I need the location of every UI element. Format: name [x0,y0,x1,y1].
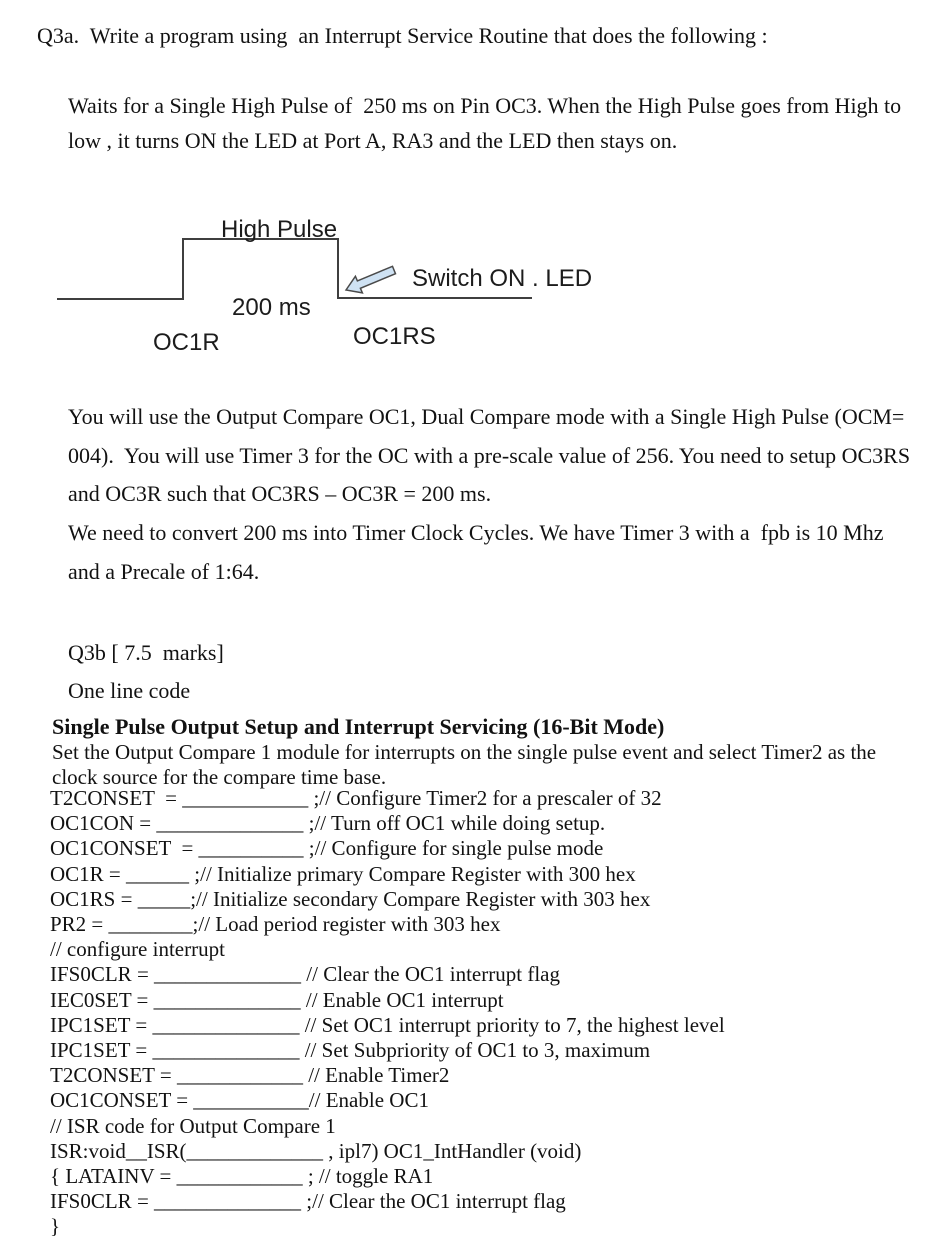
code-block [50,786,725,1240]
label-switch-on-led: Switch ON . LED [412,265,593,292]
code-line-oc1conset-mode: OC1CONSET = __________ ;// Configure for single pulse mode [50,836,604,861]
one-line-code-label: One line code [68,678,191,703]
paragraph-line: and OC3R such that OC3RS – OC3R = 200 ms. [68,481,492,507]
setup-heading: Single Pulse Output Setup and Interrupt Servicing (16-Bit Mode) [52,714,665,739]
code-line-oc1r-init: OC1R = ______ ;// Initialize primary Compare Register with 300 hex [50,861,636,886]
paragraph-line: and a Precale of 1:64. [68,558,260,584]
paragraph-pulse-description [68,88,901,158]
code-line-ipc1set-subpriority: IPC1SET = ______________ // Set Subpriority of OC1 to 3, maximum [50,1038,651,1063]
code-comment-isr: // ISR code for Output Compare 1 [50,1113,336,1138]
code-line-oc1con-off: OC1CON = ______________ ;// Turn off OC1 while doing setup. [50,811,606,836]
q3b-heading: Q3b [ 7.5 marks] [68,640,224,665]
label-oc1rs: OC1RS [353,323,436,350]
label-duration-200ms: 200 ms [232,294,311,321]
code-line-t2conset-prescaler: T2CONSET = ____________ ;// Configure Timer2 for a prescaler of 32 [50,786,662,810]
q3a-heading: Q3a. Write a program using an Interrupt Service Routine that does the following : [37,23,768,48]
q3b-section [68,634,224,710]
paragraph-line: You will use the Output Compare OC1, Dual Compare mode with a Single High Pulse (OCM= [68,404,905,429]
code-line-ifs0clr-clear: IFS0CLR = ______________ // Clear the OC1 interrupt flag [50,962,560,987]
label-oc1r: OC1R [153,329,220,356]
paragraph-line: low , it turns ON the LED at Port A, RA3 and the LED then stays on. [68,128,678,153]
code-line-oc1rs-init: OC1RS = _____;// Initialize secondary Compare Register with 303 hex [50,886,651,911]
code-line-ipc1set-priority: IPC1SET = ______________ // Set OC1 interrupt priority to 7, the highest level [50,1012,725,1037]
setup-intro [52,740,876,791]
label-high-pulse: High Pulse [221,216,338,243]
code-line-latainv-toggle: { LATAINV = ____________ ; // toggle RA1 [50,1164,434,1189]
code-line-t2conset-enable: T2CONSET = ____________ // Enable Timer2 [50,1063,450,1088]
intro-line: clock source for the compare time base. [52,765,387,790]
code-line-closing-brace: } [50,1214,61,1239]
pulse-waveform-line [57,239,532,299]
paragraph-line: Waits for a Single High Pulse of 250 ms on Pin OC3. When the High Pulse goes from High to [68,93,902,118]
paragraph-oc-setup [68,398,910,592]
code-comment-configure-interrupt: // configure interrupt [50,937,225,962]
code-line-isr-declaration: ISR:void__ISR(_____________ , ipl7) OC1_IntHandler (void) [50,1138,582,1163]
paragraph-line: 004). You will use Timer 3 for the OC with a pre-scale value of 256. You need to setup OC3RS [68,442,911,468]
left-block-arrow-icon [346,266,396,293]
code-line-ifs0clr-isr-clear: IFS0CLR = ______________ ;// Clear the OC1 interrupt flag [50,1189,566,1214]
code-line-iec0set-enable: IEC0SET = ______________ // Enable OC1 interrupt [50,987,504,1012]
code-line-pr2-load: PR2 = ________;// Load period register with 303 hex [50,912,501,937]
intro-line: Set the Output Compare 1 module for interrupts on the single pulse event and select Timer2 as the [52,740,877,764]
code-line-oc1conset-enable: OC1CONSET = ___________// Enable OC1 [50,1088,429,1113]
paragraph-line: We need to convert 200 ms into Timer Clock Cycles. We have Timer 3 with a fpb is 10 Mhz [68,520,884,546]
